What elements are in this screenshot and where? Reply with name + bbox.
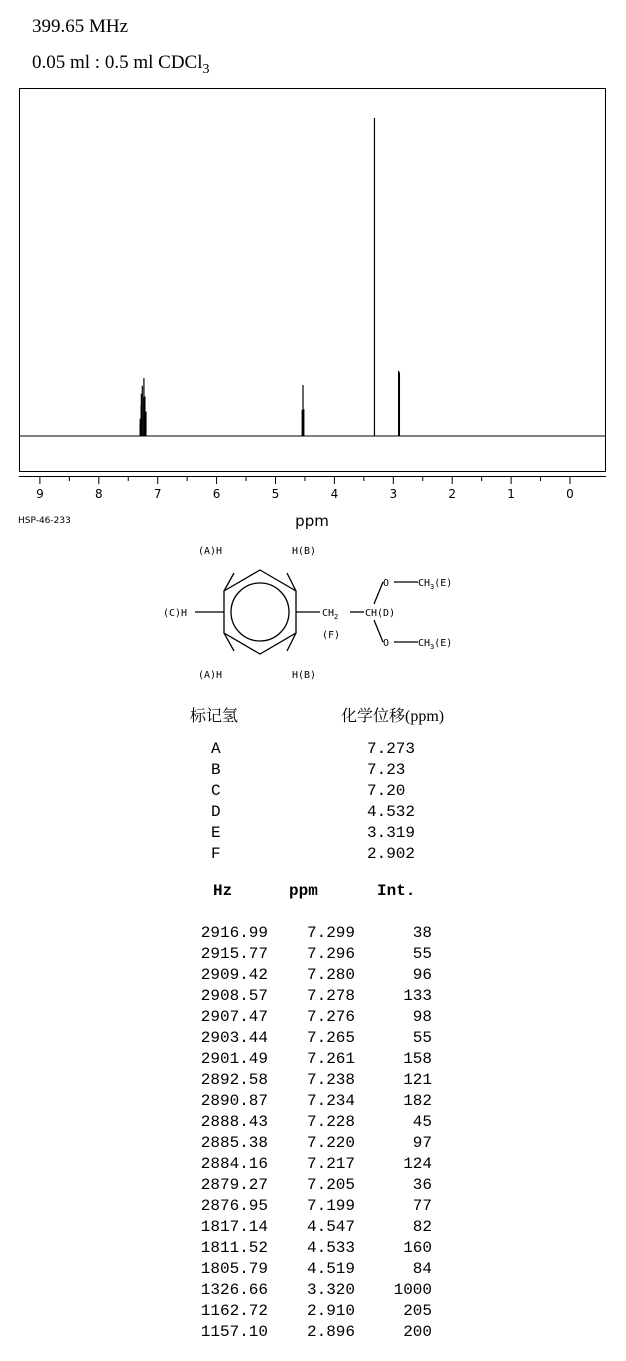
label-a-bottom: (A)H xyxy=(198,670,223,681)
peak-intensity: 36 xyxy=(412,1176,432,1194)
peak-intensity: 158 xyxy=(403,1050,432,1068)
peak-ppm: 7.217 xyxy=(306,1155,355,1173)
x-tick-label: 0 xyxy=(566,487,574,501)
peak-intensity: 200 xyxy=(403,1323,432,1341)
x-tick-label: 1 xyxy=(507,487,515,501)
shift-row xyxy=(205,845,465,866)
x-tick-label: 7 xyxy=(153,487,162,501)
peak-intensity: 77 xyxy=(412,1197,432,1215)
hydrogen-label: F xyxy=(211,845,221,863)
peak-ppm: 7.220 xyxy=(306,1134,355,1152)
x-tick-label: 4 xyxy=(330,487,339,501)
peak-intensity: 1000 xyxy=(393,1281,432,1299)
shift-row xyxy=(205,803,465,824)
spectrum-id: HSP-46-233 xyxy=(18,516,71,526)
peak-ppm: 7.199 xyxy=(306,1197,355,1215)
spectrometer-frequency: 399.65 MHz xyxy=(32,16,129,37)
peak-hz: 2909.42 xyxy=(200,966,268,984)
x-tick-label: 6 xyxy=(212,487,221,501)
ch2-group xyxy=(322,608,338,621)
hydrogen-label: E xyxy=(211,824,221,842)
methoxy-bottom-label: (E) xyxy=(434,638,453,649)
peak-row xyxy=(180,1239,440,1260)
peak-row xyxy=(180,945,440,966)
peak-hz: 1817.14 xyxy=(200,1218,268,1236)
peak-intensity: 133 xyxy=(403,987,432,1005)
peak-intensity: 55 xyxy=(412,945,432,963)
peak-ppm: 7.261 xyxy=(306,1050,355,1068)
peak-hz: 2907.47 xyxy=(200,1008,268,1026)
peak-hz: 2892.58 xyxy=(200,1071,268,1089)
solvent-subscript: 3 xyxy=(202,61,210,77)
x-tick-label: 5 xyxy=(271,487,280,501)
label-f: (F) xyxy=(322,630,341,641)
peak-hz: 2916.99 xyxy=(200,924,268,942)
benzene-ring xyxy=(224,570,296,654)
plot-frame xyxy=(20,89,606,472)
solvent-text: 0.05 ml : 0.5 ml CDCl xyxy=(32,52,203,73)
peak-row xyxy=(180,1092,440,1113)
peak-ppm: 7.234 xyxy=(306,1092,355,1110)
peak-ppm: 2.896 xyxy=(306,1323,355,1341)
hydrogen-label: A xyxy=(211,740,221,758)
peak-ppm: 7.278 xyxy=(306,987,355,1005)
peak-ppm: 7.205 xyxy=(306,1176,355,1194)
peak-table xyxy=(180,924,440,1344)
shift-table xyxy=(205,740,465,866)
peak-ppm: 7.276 xyxy=(306,1008,355,1026)
peak-hz: 1162.72 xyxy=(200,1302,268,1320)
x-tick-label: 3 xyxy=(389,487,398,501)
molecule-structure xyxy=(150,540,480,690)
header-label: 标记氢 xyxy=(190,708,239,725)
shift-row xyxy=(205,761,465,782)
peak-hz: 2915.77 xyxy=(200,945,268,963)
peak-hz: 2890.87 xyxy=(200,1092,268,1110)
peak-row xyxy=(180,1050,440,1071)
peak-hz: 2908.57 xyxy=(200,987,268,1005)
oxygen-top: O xyxy=(383,578,390,589)
header-shift: 化学位移(ppm) xyxy=(341,708,445,725)
peak-ppm: 4.533 xyxy=(306,1239,355,1257)
peak-row xyxy=(180,1176,440,1197)
chemical-shift: 2.902 xyxy=(367,845,416,863)
header-int: Int. xyxy=(377,882,416,900)
peak-ppm: 4.547 xyxy=(306,1218,355,1236)
methoxy-top-subscript: 3 xyxy=(430,583,435,591)
x-tick-label: 2 xyxy=(448,487,457,501)
peak-row xyxy=(180,1281,440,1302)
peak-ppm: 7.228 xyxy=(306,1113,355,1131)
peak-intensity: 205 xyxy=(403,1302,432,1320)
chemical-shift: 3.319 xyxy=(367,824,416,842)
peak-intensity: 55 xyxy=(412,1029,432,1047)
methoxy-top-label: (E) xyxy=(434,578,453,589)
peak-row xyxy=(180,1302,440,1323)
ch2-ch: CH xyxy=(322,608,335,619)
peak-row xyxy=(180,1029,440,1050)
methoxy-bottom-subscript: 3 xyxy=(430,643,435,651)
peak-intensity: 45 xyxy=(412,1113,432,1131)
chemical-shift: 7.23 xyxy=(367,761,406,779)
ch-d-group: CH(D) xyxy=(365,608,396,619)
hydrogen-label: B xyxy=(211,761,221,779)
methoxy-bottom xyxy=(418,638,452,651)
ch2-subscript: 2 xyxy=(334,613,339,621)
peak-hz: 2876.95 xyxy=(200,1197,268,1215)
peak-row xyxy=(180,1197,440,1218)
shift-table-header xyxy=(190,703,490,727)
peak-hz: 2888.43 xyxy=(200,1113,268,1131)
header-hz: Hz xyxy=(213,882,233,900)
x-axis-ticks xyxy=(36,476,574,501)
peak-hz: 1805.79 xyxy=(200,1260,268,1278)
x-tick-label: 9 xyxy=(36,487,44,501)
chemical-shift: 7.20 xyxy=(367,782,406,800)
peak-ppm: 7.296 xyxy=(306,945,355,963)
oxygen-bottom: O xyxy=(383,638,390,649)
peak-intensity: 160 xyxy=(403,1239,432,1257)
x-axis-label: ppm xyxy=(295,512,329,530)
hydrogen-label: D xyxy=(211,803,221,821)
hydrogen-label: C xyxy=(211,782,221,800)
peak-ppm: 3.320 xyxy=(306,1281,355,1299)
label-a-top: (A)H xyxy=(198,546,223,557)
peak-row xyxy=(180,1155,440,1176)
peak-intensity: 97 xyxy=(412,1134,432,1152)
peak-ppm: 7.238 xyxy=(306,1071,355,1089)
label-b-top: H(B) xyxy=(292,546,317,557)
x-tick-label: 8 xyxy=(94,487,103,501)
shift-row xyxy=(205,824,465,845)
peak-ppm: 7.265 xyxy=(306,1029,355,1047)
peak-ppm: 7.280 xyxy=(306,966,355,984)
chemical-shift: 4.532 xyxy=(367,803,416,821)
peak-row xyxy=(180,987,440,1008)
peak-row xyxy=(180,1071,440,1092)
peak-ppm: 4.519 xyxy=(306,1260,355,1278)
shift-row xyxy=(205,782,465,803)
peak-intensity: 124 xyxy=(403,1155,432,1173)
methoxy-top xyxy=(418,578,452,591)
peak-hz: 2885.38 xyxy=(200,1134,268,1152)
peak-row xyxy=(180,1008,440,1029)
peak-hz: 2884.16 xyxy=(200,1155,268,1173)
peak-intensity: 182 xyxy=(403,1092,432,1110)
peak-ppm: 2.910 xyxy=(306,1302,355,1320)
peak-ppm: 7.299 xyxy=(306,924,355,942)
spectrum-trace xyxy=(20,118,605,436)
peak-intensity: 82 xyxy=(412,1218,432,1236)
peak-row xyxy=(180,924,440,945)
peak-hz: 1157.10 xyxy=(200,1323,268,1341)
peak-intensity: 38 xyxy=(412,924,432,942)
peak-intensity: 98 xyxy=(412,1008,432,1026)
label-c: (C)H xyxy=(163,608,188,619)
peak-hz: 2879.27 xyxy=(200,1176,268,1194)
peak-row xyxy=(180,1323,440,1344)
peak-row xyxy=(180,1260,440,1281)
shift-row xyxy=(205,740,465,761)
peak-hz: 1811.52 xyxy=(200,1239,268,1257)
peak-row xyxy=(180,966,440,987)
peak-row xyxy=(180,1218,440,1239)
header-ppm: ppm xyxy=(289,882,318,900)
peak-row xyxy=(180,1134,440,1155)
methoxy-top-ch: CH xyxy=(418,578,431,589)
peak-row xyxy=(180,1113,440,1134)
peak-intensity: 84 xyxy=(412,1260,432,1278)
peak-hz: 1326.66 xyxy=(200,1281,268,1299)
methoxy-bottom-ch: CH xyxy=(418,638,431,649)
peak-intensity: 121 xyxy=(403,1071,432,1089)
nmr-spectrum-chart xyxy=(0,0,626,540)
peak-hz: 2903.44 xyxy=(200,1029,268,1047)
chemical-shift: 7.273 xyxy=(367,740,416,758)
label-b-bottom: H(B) xyxy=(292,670,317,681)
peak-intensity: 96 xyxy=(412,966,432,984)
peak-hz: 2901.49 xyxy=(200,1050,268,1068)
